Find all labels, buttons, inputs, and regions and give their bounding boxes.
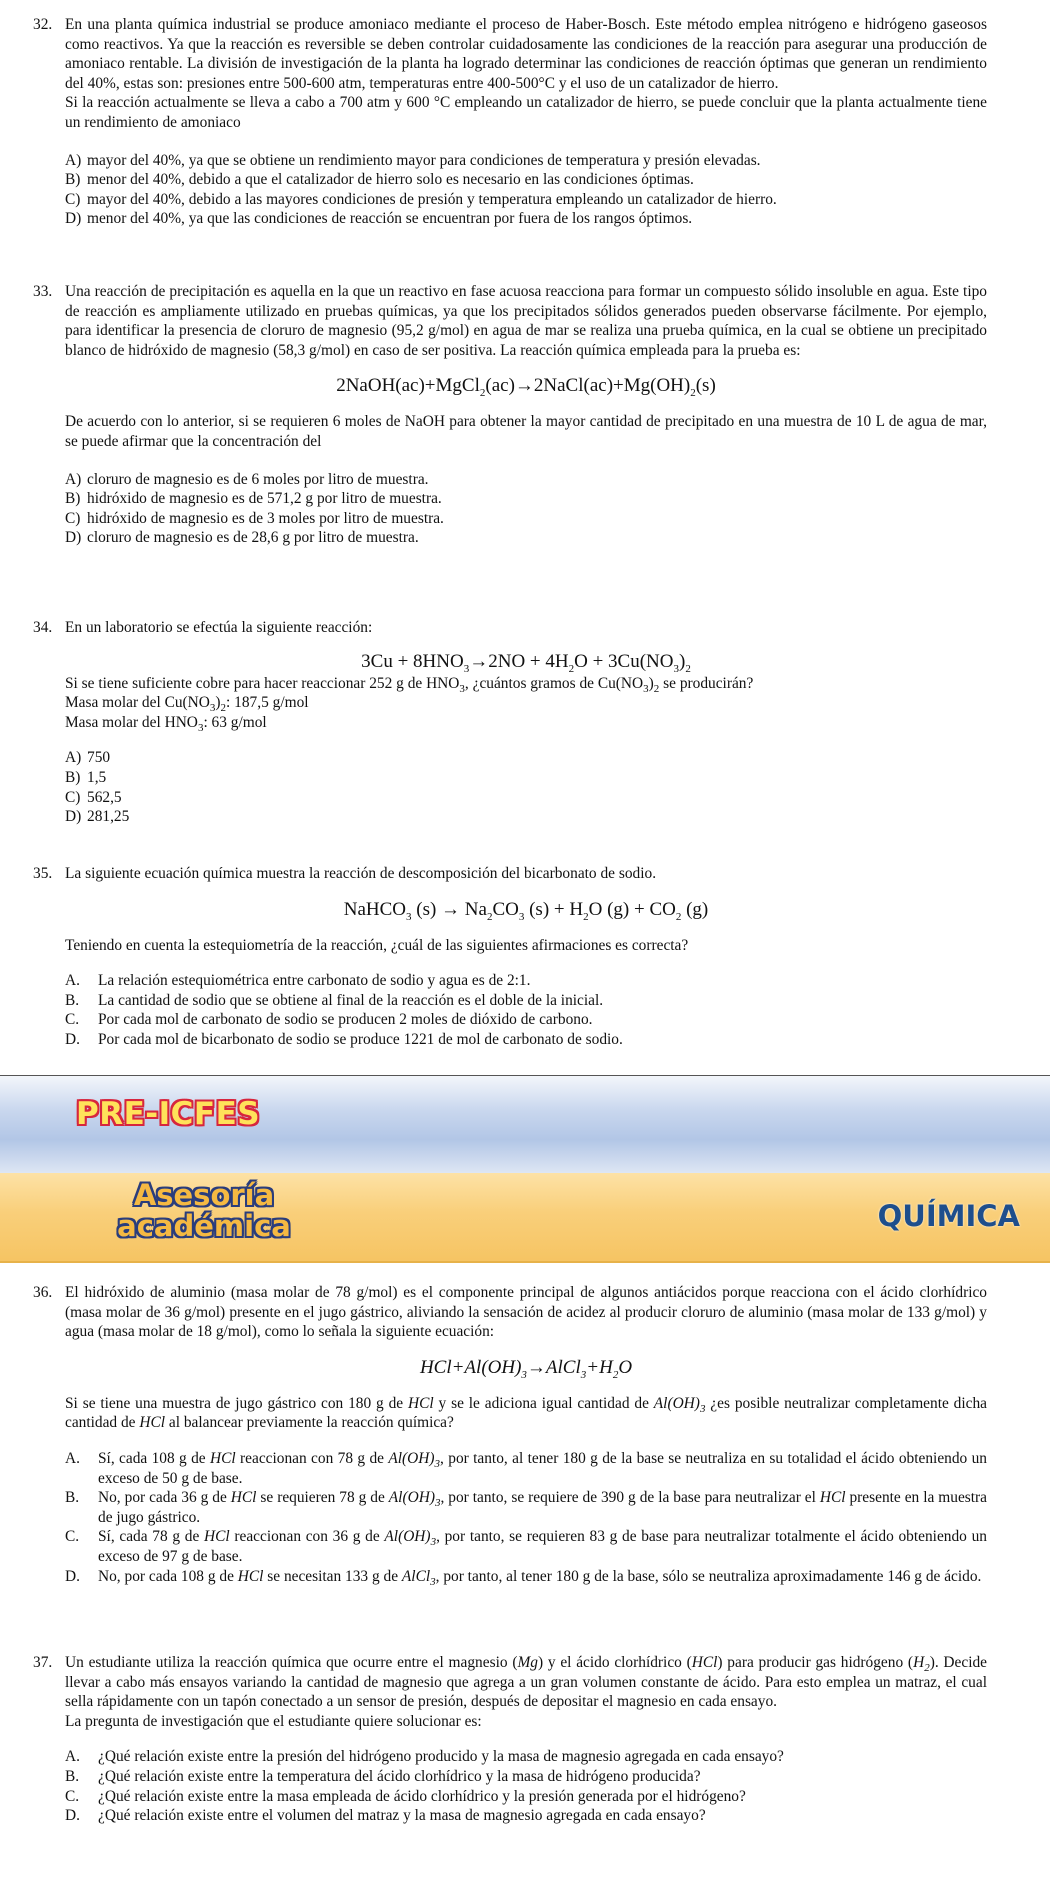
question-number: 34.	[33, 619, 53, 636]
question-prompt: Teniendo en cuenta la estequiometría de la reacción, ¿cuál de las siguientes afirmaciones es correcta?	[65, 936, 689, 954]
option-d[interactable]	[65, 1030, 987, 1050]
option-d[interactable]: D. No, por cada 108 g de HCl se necesitan 133 g de AlCl$_3$, por tanto, al tener 180 g de la base, sólo se neutraliza aproximadamente 146 g de ácido.	[65, 1567, 982, 1588]
options-list	[65, 470, 987, 548]
question-number: 36.	[33, 1284, 53, 1301]
option-text: hidróxido de magnesio es de 571,2 g por litro de muestra.	[87, 490, 442, 508]
option-letter: B.	[65, 991, 80, 1009]
option-letter: C)	[65, 509, 81, 527]
option-text: cloruro de magnesio es de 28,6 g por litro de muestra.	[87, 529, 419, 547]
option-d[interactable]	[65, 1806, 987, 1826]
question-stem: En una planta química industrial se produce amoniaco mediante el proceso de Haber-Bosch. Este método emplea nitrógeno e hidrógeno gaseosos como reactivos. Ya que la reacción es reversible se deben controlar cuidadosamente las condiciones de la reacción para asegurar una producción de amoniaco rentable. La división de investigación de la planta ha logrado determinar las condiciones de reacción óptimas que generan un rendimiento del 40%, estas son: presiones entre 500-600 atm, temperaturas entre 400-500°C y el uso de un catalizador de hierro.	[65, 16, 987, 92]
question-35	[0, 864, 1050, 1050]
option-text: ¿Qué relación existe entre la presión del hidrógeno producido y la masa de magnesio agregada en cada ensayo?	[98, 1748, 784, 1766]
option-letter: B)	[65, 171, 81, 189]
chemical-equation: $3Cu + 8HNO_3\to 2NO + 4H_2O + 3Cu(NO_3)_2$	[361, 650, 691, 675]
option-letter: B.	[65, 1767, 80, 1785]
option-letter: C)	[65, 788, 81, 806]
option-c[interactable]	[65, 509, 987, 529]
chemical-equation: NaHCO$_3$ $(s) \to Na_2CO_3$ $(s) + H_2O$ $(g) + CO_2$ (g)	[343, 898, 709, 923]
molar-mass-line: Masa molar del $Cu(NO_3)_2$: 187,5 g/mol	[65, 694, 309, 715]
option-text: La cantidad de sodio que se obtiene al final de la reacción es el doble de la inicial.	[98, 991, 604, 1009]
option-text: hidróxido de magnesio es de 3 moles por litro de muestra.	[87, 509, 444, 527]
question-stem: La siguiente ecuación química muestra la reacción de descomposición del bicarbonato de sodio.	[65, 865, 657, 882]
option-text: ¿Qué relación existe entre el volumen del matraz y la masa de magnesio agregada en cada ensayo?	[98, 1807, 706, 1825]
option-letter: D.	[65, 1567, 80, 1585]
option-letter: A)	[65, 470, 82, 488]
options-list	[65, 1747, 987, 1825]
option-letter: C.	[65, 1011, 80, 1029]
options-list	[65, 748, 987, 826]
option-text: Por cada mol de carbonato de sodio se producen 2 moles de dióxido de carbono.	[98, 1011, 593, 1029]
option-d[interactable]	[65, 209, 987, 229]
option-text: cloruro de magnesio es de 6 moles por litro de muestra.	[87, 470, 429, 488]
subject-title: QUÍMICA	[877, 1199, 1020, 1233]
option-letter: C)	[65, 190, 81, 208]
question-number: 32.	[33, 16, 53, 33]
option-letter: C.	[65, 1787, 80, 1805]
question-stem: El hidróxido de aluminio (masa molar de 78 g/mol) es el componente principal de algunos antiácidos porque reacciona con el ácido clorhídrico (masa molar de 36 g/mol) presente en el jugo gástrico, aliviando la sensación de acidez al producir cloruro de aluminio (masa molar de 133 g/mol) y agua (masa molar de 18 g/mol), como lo señala la siguiente ecuación:	[65, 1284, 987, 1341]
option-b[interactable]	[65, 768, 987, 788]
option-b[interactable]	[65, 170, 987, 190]
chemical-equation: $2NaOH(ac)+MgCl_2(ac)\to 2NaCl(ac)+Mg(OH)_2(s)$	[336, 375, 716, 400]
options-list	[65, 971, 987, 1049]
question-stem: En un laboratorio se efectúa la siguiente reacción:	[65, 619, 373, 636]
option-a[interactable]	[65, 748, 987, 768]
question-number: 37.	[33, 1654, 53, 1671]
question-stem: Una reacción de precipitación es aquella en la que un reactivo en fase acuosa reacciona para formar un compuesto sólido insoluble en agua. Este tipo de reacción es ampliamente utilizado en pruebas químicas, ya que los precipitados sólidos generados pueden observarse fácilmente. Por ejemplo, para identificar la presencia de cloruro de magnesio (95,2 g/mol) en agua de mar se realiza una prueba química, en la cual se obtiene un precipitado blanco de hidróxido de magnesio (58,3 g/mol) en caso de ser positiva. La reacción química empleada para la prueba es:	[65, 283, 987, 359]
question-prompt: Si se tiene suficiente cobre para hacer reaccionar 252 g de $HNO_3$, ¿cuántos gramos de $Cu(NO_3)_2$ se producirán?	[65, 674, 754, 695]
option-letter: B)	[65, 768, 81, 786]
option-c[interactable]	[65, 190, 987, 210]
option-b[interactable]: B. No, por cada 36 g de HCl se requieren 78 g de $Al(OH)_3$, por tanto, se requiere de 390 g de la base para neutralizar el HCl presente en la muestra de jugo gástrico.	[65, 1489, 988, 1526]
options-list	[65, 151, 987, 229]
option-text: 281,25	[87, 808, 130, 826]
option-c[interactable]	[65, 1787, 987, 1807]
logo-line: académica	[117, 1209, 291, 1243]
option-letter: B)	[65, 490, 81, 508]
question-number: 35.	[33, 865, 53, 882]
option-d[interactable]	[65, 528, 987, 548]
option-text: La relación estequiométrica entre carbonato de sodio y agua es de 2:1.	[98, 972, 531, 990]
option-text: Por cada mol de bicarbonato de sodio se produce 1221 de mol de carbonato de sodio.	[98, 1030, 623, 1048]
question-34	[0, 618, 1050, 827]
question-prompt: Si se tiene una muestra de jugo gástrico con 180 g de HCl y se le adiciona igual cantidad de $Al(OH)_3$ ¿es posible neutralizar completamente dicha cantidad de HCl al balancear previamente la reacción química?	[65, 1394, 987, 1432]
pre-icfes-logo: PRE-ICFES	[76, 1096, 261, 1132]
option-letter: B.	[65, 1489, 80, 1507]
option-a[interactable]	[65, 470, 987, 490]
option-b[interactable]	[65, 1767, 987, 1787]
option-letter: A.	[65, 972, 80, 990]
logo-line: Asesoría	[133, 1178, 275, 1212]
option-text: ¿Qué relación existe entre la masa empleada de ácido clorhídrico y la presión generada por el hidrógeno?	[98, 1787, 746, 1805]
question-36	[0, 1283, 1050, 1586]
option-c[interactable]	[65, 1010, 987, 1030]
question-prompt: La pregunta de investigación que el estudiante quiere solucionar es:	[65, 1712, 482, 1730]
option-text: menor del 40%, debido a que el catalizador de hierro solo es necesario en las condiciones óptimas.	[87, 171, 694, 189]
option-a[interactable]	[65, 1747, 987, 1767]
option-letter: D)	[65, 210, 82, 228]
option-letter: C.	[65, 1528, 80, 1546]
option-letter: D)	[65, 808, 82, 826]
question-32	[0, 15, 1050, 229]
option-letter: A.	[65, 1449, 80, 1467]
option-letter: D.	[65, 1807, 80, 1825]
option-text: menor del 40%, ya que las condiciones de reacción se encuentran por fuera de los rangos óptimos.	[87, 210, 693, 228]
question-number: 33.	[33, 283, 53, 300]
chemical-equation: $HCl+Al(OH)_3\to AlCl_3+H_2O$	[419, 1356, 633, 1381]
option-a[interactable]	[65, 971, 987, 991]
options-list	[65, 1449, 987, 1586]
question-33	[0, 282, 1050, 548]
option-letter: A)	[65, 151, 82, 169]
asesoria-logo	[114, 1180, 294, 1242]
option-text: 562,5	[87, 788, 122, 806]
question-stem: Un estudiante utiliza la reacción química que ocurre entre el magnesio (Mg) y el ácido clorhídrico (HCl) para producir gas hidrógeno $(H_2)$. Decide llevar a cabo más ensayos variando la cantidad de magnesio que agrega a un gran volumen constante de ácido. Para esto emplea un matraz, el cual sella rápidamente con un tapón conectado a un sensor de presión, después de depositar el magnesio en cada ensayo.	[65, 1654, 988, 1711]
option-a[interactable]: A. Sí, cada 108 g de HCl reaccionan con 78 g de $Al(OH)_3$, por tanto, al tener 180 g de la base se neutraliza en su totalidad el ácido obteniendo un exceso de 50 g de base.	[65, 1449, 987, 1487]
option-d[interactable]	[65, 807, 987, 827]
option-text: 750	[87, 749, 111, 767]
option-text: ¿Qué relación existe entre la temperatura del ácido clorhídrico y la masa de hidrógeno producida?	[98, 1767, 701, 1785]
question-37	[0, 1653, 1050, 1826]
option-text: 1,5	[87, 768, 107, 786]
option-b[interactable]	[65, 991, 987, 1011]
option-letter: A.	[65, 1748, 80, 1766]
option-b[interactable]	[65, 489, 987, 509]
option-c[interactable]	[65, 788, 987, 808]
option-text: mayor del 40%, ya que se obtiene un rendimiento mayor para condiciones de temperatura y presión elevadas.	[87, 151, 761, 169]
molar-mass-line: Masa molar del $HNO_3$: 63 g/mol	[65, 713, 267, 734]
option-c[interactable]: C. Sí, cada 78 g de HCl reaccionan con 36 g de $Al(OH)_3$, por tanto, se requieren 83 g de base para neutralizar totalmente el ácido obteniendo un exceso de 97 g de base.	[65, 1528, 987, 1565]
option-letter: D)	[65, 529, 82, 547]
question-prompt: De acuerdo con lo anterior, si se requieren 6 moles de NaOH para obtener la mayor cantidad de precipitado en una muestra de 10 L de agua de mar, se puede afirmar que la concentración del	[65, 413, 987, 450]
option-a[interactable]	[65, 151, 987, 171]
option-letter: A)	[65, 749, 82, 767]
option-text: mayor del 40%, debido a las mayores condiciones de presión y temperatura empleando un catalizador de hierro.	[87, 190, 777, 208]
question-prompt: Si la reacción actualmente se lleva a cabo a 700 atm y 600 °C empleando un catalizador de hierro, se puede concluir que la planta actualmente tiene un rendimiento de amoniaco	[65, 94, 987, 131]
option-letter: D.	[65, 1030, 80, 1048]
